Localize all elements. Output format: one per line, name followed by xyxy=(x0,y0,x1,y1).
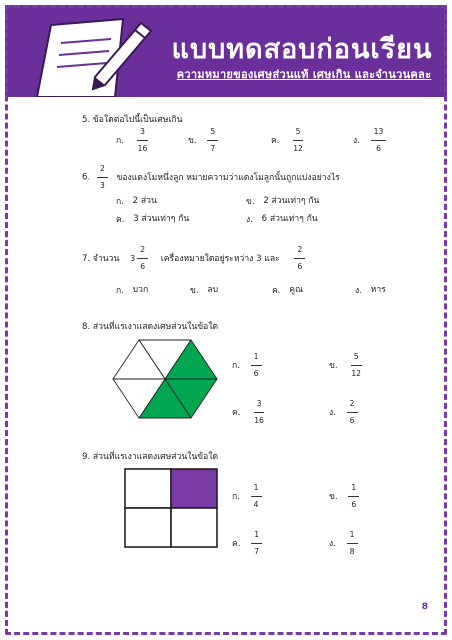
fraction xyxy=(137,246,148,270)
denominator: 4 xyxy=(253,499,259,509)
numerator: 13 xyxy=(371,128,387,141)
numerator: 2 xyxy=(137,246,148,259)
option-text: 3 ส่วนเท่าๆ กัน xyxy=(133,214,190,224)
option-label: ค. xyxy=(272,285,281,296)
q7-option-b[interactable] xyxy=(190,282,218,297)
denominator: 16 xyxy=(254,415,264,425)
numerator: 1 xyxy=(348,484,359,497)
option-text: 6 ส่วนเท่าๆ กัน xyxy=(261,214,318,224)
q7-option-a[interactable] xyxy=(116,282,148,297)
q5-option-d[interactable] xyxy=(353,128,386,152)
q8-option-c[interactable] xyxy=(232,400,267,424)
q8-option-d[interactable] xyxy=(329,400,358,424)
denominator: 12 xyxy=(293,143,303,153)
option-label: ข. xyxy=(329,361,338,372)
page-number: 8 xyxy=(421,602,428,612)
fraction xyxy=(347,400,358,424)
numerator: 1 xyxy=(251,353,262,366)
fraction xyxy=(251,400,267,424)
option-label: ค. xyxy=(232,408,241,419)
question-5-text: 5. ข้อใดต่อไปนี้เป็นเศษเกิน xyxy=(82,115,183,125)
q6-option-b[interactable] xyxy=(246,193,319,208)
numerator: 5 xyxy=(351,353,362,366)
option-label: ข. xyxy=(329,492,338,503)
option-text: 2 ส่วนเท่าๆ กัน xyxy=(263,196,320,206)
q5-option-b[interactable] xyxy=(188,128,218,152)
option-label: ก. xyxy=(116,136,124,147)
numerator: 3 xyxy=(137,128,148,141)
denominator: 6 xyxy=(351,499,357,509)
q7-option-c[interactable] xyxy=(272,282,303,297)
denominator: 3 xyxy=(99,180,105,190)
fraction xyxy=(347,531,358,555)
numerator: 1 xyxy=(347,531,358,544)
question-number: 7. จำนวน xyxy=(82,254,120,265)
worksheet-title: แบบทดสอบก่อนเรียน xyxy=(171,34,433,65)
denominator: 16 xyxy=(137,143,148,153)
option-label: ง. xyxy=(329,408,336,419)
option-label: ค. xyxy=(271,136,280,147)
fraction xyxy=(97,165,108,189)
option-label: ง. xyxy=(355,285,362,296)
denominator: 12 xyxy=(351,368,362,378)
denominator: 6 xyxy=(140,261,146,271)
mixed-number xyxy=(130,246,148,270)
fraction xyxy=(251,353,262,377)
numerator: 2 xyxy=(347,400,358,413)
q9-option-d[interactable] xyxy=(329,531,358,555)
fraction xyxy=(290,128,306,152)
option-label: ก. xyxy=(232,361,240,372)
denominator: 6 xyxy=(297,261,303,271)
worksheet-subtitle: ความหมายของเศษส่วนแท้ เศษเกิน และจำนวนคละ xyxy=(176,68,432,81)
denominator: 6 xyxy=(253,368,259,378)
option-label: ค. xyxy=(116,214,125,225)
question-body: ของแตงโมหนึ่งลูก หมายความว่าแตงโมลูกนั้นถูกแบ่งอย่างไร xyxy=(116,173,340,184)
numerator: 2 xyxy=(294,246,305,259)
option-label: ข. xyxy=(188,136,197,147)
q6-option-a[interactable] xyxy=(116,193,157,208)
fraction xyxy=(251,484,262,508)
question-9-text: 9. ส่วนที่แรเงาแสดงเศษส่วนในข้อใด xyxy=(82,452,219,462)
denominator: 7 xyxy=(210,143,216,153)
fraction xyxy=(251,531,262,555)
q6-option-c[interactable] xyxy=(116,211,189,226)
question-body: เครื่องหมายใดอยู่ระหว่าง 3 และ xyxy=(160,254,280,265)
q5-option-a[interactable] xyxy=(116,128,150,152)
question-8-text: 8. ส่วนที่แรเงาแสดงเศษส่วนในข้อใด xyxy=(82,322,219,332)
option-label: ค. xyxy=(232,539,241,550)
option-text: หาร xyxy=(370,285,386,295)
option-text: คูณ xyxy=(289,285,303,295)
option-label: ก. xyxy=(116,196,124,207)
numerator: 5 xyxy=(293,128,304,141)
option-label: ง. xyxy=(246,214,253,225)
question-number: 6. xyxy=(82,172,91,183)
fraction xyxy=(348,353,364,377)
numerator: 3 xyxy=(254,400,265,413)
numerator: 5 xyxy=(207,128,218,141)
option-label: ง. xyxy=(329,539,336,550)
option-text: บวก xyxy=(132,285,149,295)
grid-cell xyxy=(125,508,171,547)
fraction xyxy=(348,484,359,508)
numerator: 1 xyxy=(251,484,262,497)
denominator: 6 xyxy=(376,143,381,153)
grid-cell xyxy=(171,508,217,547)
option-text: 2 ส่วน xyxy=(132,196,157,206)
option-label: ก. xyxy=(232,492,240,503)
q9-option-b[interactable] xyxy=(329,484,359,508)
fraction xyxy=(135,128,151,152)
q9-option-c[interactable] xyxy=(232,531,262,555)
fraction xyxy=(294,246,305,270)
fraction xyxy=(371,128,387,152)
numerator: 2 xyxy=(97,165,108,178)
option-label: ข. xyxy=(246,196,255,207)
hexagon-figure xyxy=(112,338,218,420)
grid-cell xyxy=(125,469,171,508)
question-7-text xyxy=(82,246,305,270)
q8-option-a[interactable] xyxy=(232,353,262,377)
numerator: 1 xyxy=(251,531,262,544)
q6-option-d[interactable] xyxy=(246,211,318,226)
grid-cell xyxy=(171,469,217,508)
whole-number: 3 xyxy=(130,253,136,263)
question-6-text xyxy=(82,165,340,189)
q8-option-b[interactable] xyxy=(329,353,364,377)
option-label: ก. xyxy=(116,285,124,296)
option-label: ข. xyxy=(190,285,199,296)
q9-option-a[interactable] xyxy=(232,484,262,508)
denominator: 8 xyxy=(349,546,355,556)
option-text: ลบ xyxy=(207,285,219,295)
fraction xyxy=(207,128,218,152)
denominator: 6 xyxy=(349,415,355,425)
option-label: ง. xyxy=(353,136,360,147)
q7-option-d[interactable] xyxy=(355,282,386,297)
square-grid-figure xyxy=(124,468,218,548)
denominator: 7 xyxy=(254,546,260,556)
q5-option-c[interactable] xyxy=(271,128,306,152)
